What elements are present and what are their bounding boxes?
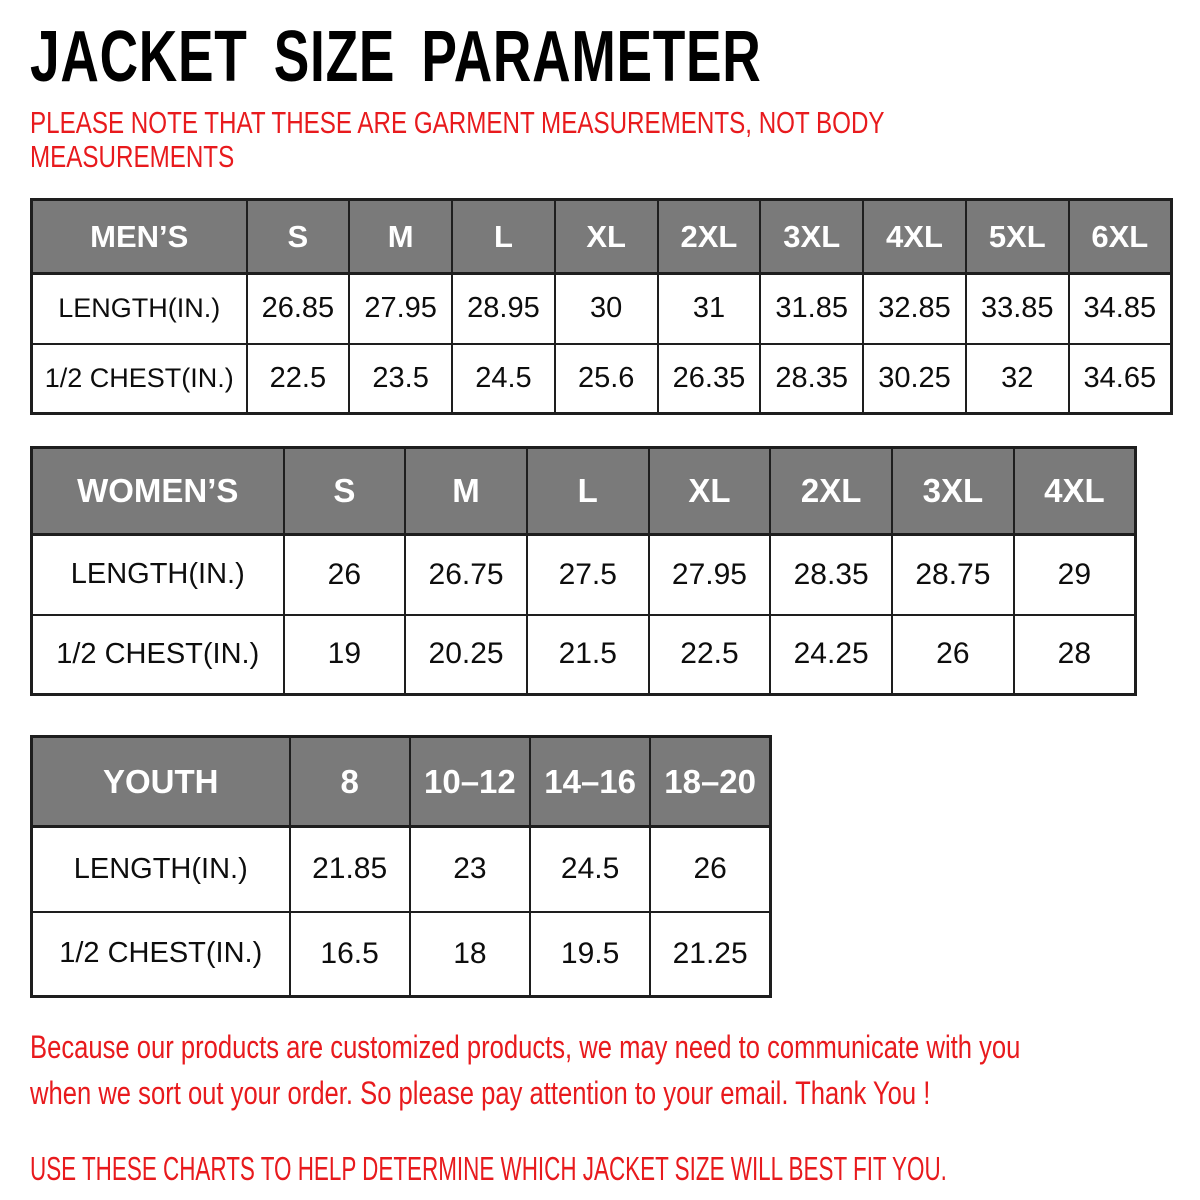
- measurement-value-cell: 23.5: [349, 344, 452, 414]
- measurement-row-label: 1/2 CHEST(IN.): [32, 344, 247, 414]
- size-column-header: 8: [290, 737, 410, 827]
- measurement-row: [32, 615, 1136, 695]
- measurement-value-cell: 31: [658, 274, 761, 344]
- measurement-value-cell: 26.35: [658, 344, 761, 414]
- youth-table-title: YOUTH: [32, 737, 290, 827]
- size-column-header: 4XL: [863, 200, 966, 274]
- size-column-header: L: [452, 200, 555, 274]
- size-header-row: [32, 200, 1172, 274]
- womens-table-title: WOMEN’S: [32, 448, 284, 535]
- measurement-value-cell: 30: [555, 274, 658, 344]
- measurement-row-label: LENGTH(IN.): [32, 827, 290, 912]
- measurement-value-cell: 19: [284, 615, 406, 695]
- measurement-value-cell: 21.5: [527, 615, 649, 695]
- measurement-value-cell: 28.95: [452, 274, 555, 344]
- womens-size-table: [30, 446, 1137, 696]
- measurement-value-cell: 26: [892, 615, 1014, 695]
- measurement-value-cell: 28.75: [892, 535, 1014, 615]
- size-column-header: 6XL: [1069, 200, 1172, 274]
- measurement-value-cell: 27.5: [527, 535, 649, 615]
- measurement-value-cell: 32: [966, 344, 1069, 414]
- garment-measurement-note: [30, 106, 885, 174]
- measurement-value-cell: 25.6: [555, 344, 658, 414]
- measurement-row: [32, 535, 1136, 615]
- measurement-row-label: LENGTH(IN.): [32, 274, 247, 344]
- measurement-value-cell: 32.85: [863, 274, 966, 344]
- notice-line-1: Because our products are customized products, we may need to communicate with you: [30, 1029, 1021, 1065]
- measurement-value-cell: 28.35: [770, 535, 892, 615]
- note-line-2: MEASUREMENTS: [30, 139, 235, 174]
- measurement-value-cell: 21.85: [290, 827, 410, 912]
- size-column-header: 2XL: [658, 200, 761, 274]
- measurement-value-cell: 22.5: [649, 615, 771, 695]
- youth-size-table: [30, 735, 772, 998]
- measurement-row: [32, 274, 1172, 344]
- measurement-row: [32, 912, 771, 997]
- measurement-value-cell: 16.5: [290, 912, 410, 997]
- size-column-header: 3XL: [892, 448, 1014, 535]
- size-column-header: 10–12: [410, 737, 530, 827]
- measurement-row-label: 1/2 CHEST(IN.): [32, 912, 290, 997]
- measurement-value-cell: 34.85: [1069, 274, 1172, 344]
- size-column-header: 4XL: [1014, 448, 1136, 535]
- measurement-value-cell: 28: [1014, 615, 1136, 695]
- measurement-value-cell: 24.25: [770, 615, 892, 695]
- measurement-row-label: LENGTH(IN.): [32, 535, 284, 615]
- measurement-value-cell: 21.25: [650, 912, 770, 997]
- size-column-header: XL: [649, 448, 771, 535]
- size-column-header: XL: [555, 200, 658, 274]
- measurement-value-cell: 28.35: [760, 344, 863, 414]
- measurement-value-cell: 22.5: [247, 344, 350, 414]
- measurement-value-cell: 23: [410, 827, 530, 912]
- size-column-header: 14–16: [530, 737, 650, 827]
- measurement-value-cell: 26: [284, 535, 406, 615]
- measurement-value-cell: 26.85: [247, 274, 350, 344]
- customization-notice: [30, 1024, 1020, 1116]
- size-column-header: S: [284, 448, 406, 535]
- measurement-row: [32, 344, 1172, 414]
- measurement-value-cell: 34.65: [1069, 344, 1172, 414]
- size-column-header: 18–20: [650, 737, 770, 827]
- measurement-value-cell: 24.5: [452, 344, 555, 414]
- measurement-row: [32, 827, 771, 912]
- size-header-row: [32, 448, 1136, 535]
- measurement-value-cell: 26: [650, 827, 770, 912]
- measurement-value-cell: 20.25: [405, 615, 527, 695]
- measurement-value-cell: 19.5: [530, 912, 650, 997]
- measurement-value-cell: 31.85: [760, 274, 863, 344]
- size-header-row: [32, 737, 771, 827]
- chart-usage-note: USE THESE CHARTS TO HELP DETERMINE WHICH JACKET SIZE WILL BEST FIT YOU.: [30, 1150, 947, 1187]
- notice-line-2: when we sort out your order. So please pay attention to your email. Thank You !: [30, 1075, 931, 1111]
- measurement-value-cell: 33.85: [966, 274, 1069, 344]
- size-column-header: 5XL: [966, 200, 1069, 274]
- size-column-header: S: [247, 200, 350, 274]
- measurement-value-cell: 24.5: [530, 827, 650, 912]
- measurement-row-label: 1/2 CHEST(IN.): [32, 615, 284, 695]
- size-column-header: 3XL: [760, 200, 863, 274]
- size-column-header: M: [349, 200, 452, 274]
- measurement-value-cell: 18: [410, 912, 530, 997]
- size-column-header: M: [405, 448, 527, 535]
- page-title: JACKET SIZE PARAMETER: [30, 17, 762, 97]
- mens-table-title: MEN’S: [32, 200, 247, 274]
- measurement-value-cell: 26.75: [405, 535, 527, 615]
- measurement-value-cell: 29: [1014, 535, 1136, 615]
- measurement-value-cell: 27.95: [649, 535, 771, 615]
- measurement-value-cell: 30.25: [863, 344, 966, 414]
- mens-size-table: [30, 198, 1173, 415]
- size-column-header: 2XL: [770, 448, 892, 535]
- size-column-header: L: [527, 448, 649, 535]
- measurement-value-cell: 27.95: [349, 274, 452, 344]
- note-line-1: PLEASE NOTE THAT THESE ARE GARMENT MEASUREMENTS, NOT BODY: [30, 105, 885, 140]
